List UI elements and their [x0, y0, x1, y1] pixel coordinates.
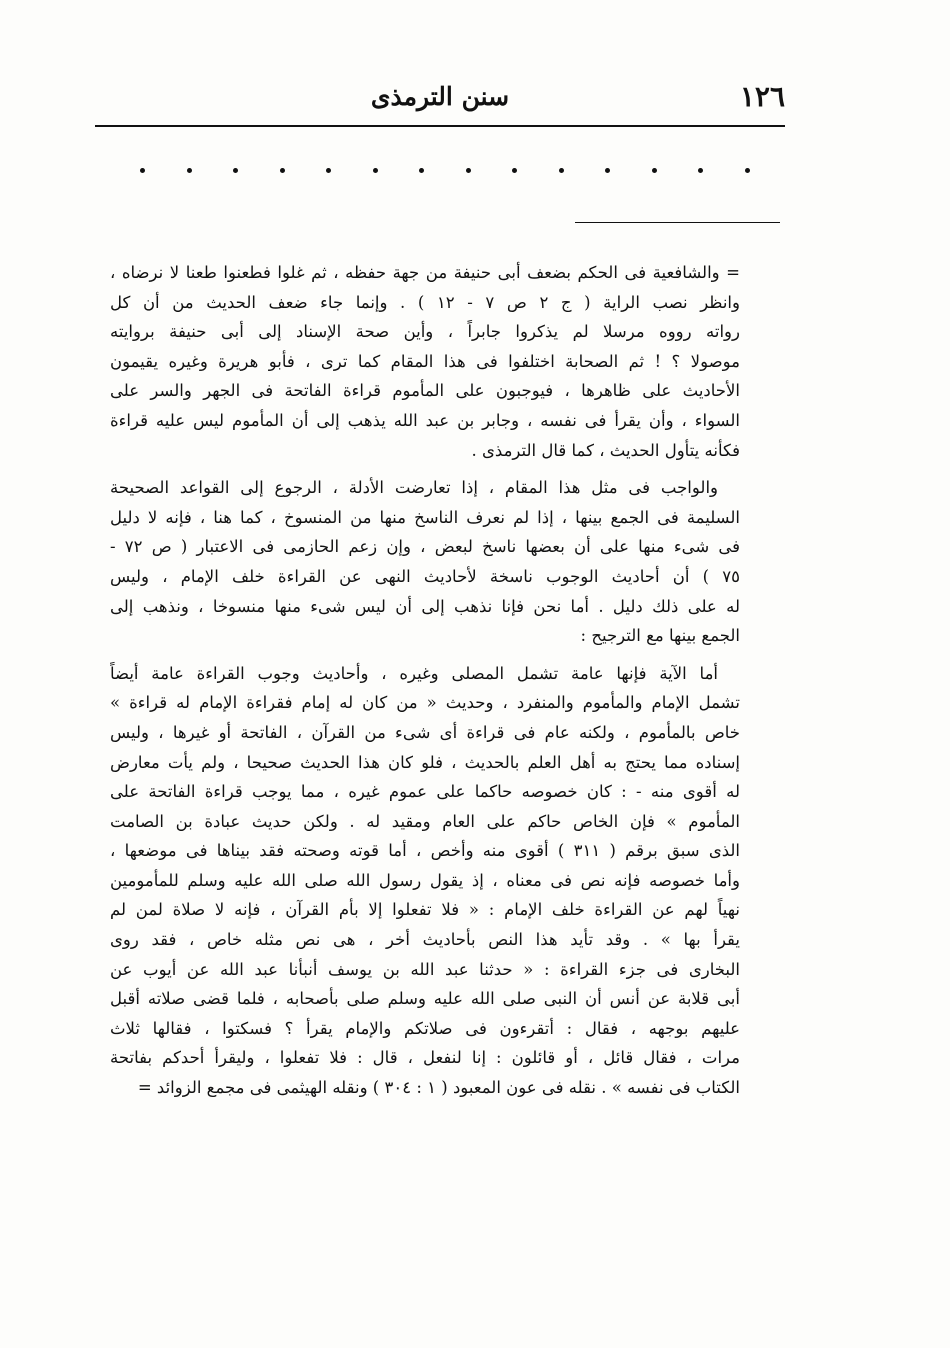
dot [326, 168, 331, 173]
text-line: = والشافعية فى الحكم بضعف أبى حنيفة من جهة حفظه ، ثم غلوا فطعنوا طعنا لا نرضاه ، [110, 263, 740, 282]
text-line: الكتاب فى نفسه » . نقله فى عون المعبود ( ١ : ٣٠٤ ) ونقله الهيثمى فى مجمع الزوائد = [137, 1078, 740, 1098]
dot [187, 168, 192, 173]
dot [559, 168, 564, 173]
text-line: الجمع بينها مع الترجيح : [580, 626, 740, 646]
text-line: البخارى فى جزء القراءة : « حدثنا عبد الله بن يوسف أنبأنا عبد الله عن أيوب عن [110, 959, 740, 979]
dot [233, 168, 238, 173]
text-line: أبى قلابة عن أنس أن النبى صلى الله عليه وسلم صلى بأصحابه ، فلما قضى صلاته أقبل [110, 989, 740, 1009]
text-line: رواته رووه مرسلا لم يذكروا جابراً ، وأين صحة الإسناد إلى أبى حنيفة بروايته [110, 322, 740, 342]
text-line: السواء ، وأن يقرأ فى نفسه ، وجابر بن عبد الله يذهب إلى أن المأموم ليس عليه قراءة [110, 410, 740, 430]
page-number: ١٢٦ [739, 80, 785, 113]
dot [466, 168, 471, 173]
dot [745, 168, 750, 173]
text-line: المأموم » فإن الخاص حاكم على العام ومقيد له . ولكن حديث عبادة بن الصامت [110, 811, 740, 831]
page-header [95, 72, 785, 122]
dot [280, 168, 285, 173]
text-line: مرات ، فقال قائل ، أو قائلون : إنا لنفعل ، قال : فلا تفعلوا ، وليقرأ أحدكم بفاتحة [110, 1048, 740, 1068]
text-line: ٧٥ ) أن أحاديث الوجوب ناسخة لأحاديث النهى عن القراءة خلف الإمام ، وليس [110, 566, 740, 586]
text-line: يقرأ بها » . وقد تأيد هذا النص بأحاديث أخر ، هى نص مثله خاص ، فقد روى [110, 930, 740, 950]
text-line: خاص بالمأموم ، ولكنه عام فى قراءة أى شىء من القرآن ، الفاتحة أو غيرها ، وليس [110, 722, 740, 742]
text-line: عليهم بوجهه ، فقال : أتقرءون فى صلاتكم والإمام يقرأ ؟ فسكتوا ، فقالها ثلاث [110, 1018, 740, 1038]
text-line: له أقوى منه - : كان خصوصه حاكما على عموم غيره ، مما يوجب قراءة الفاتحة على [110, 782, 740, 802]
dot [652, 168, 657, 173]
dot [698, 168, 703, 173]
dot [605, 168, 610, 173]
text-line: وأما خصوصه فإنه نص فى معناه ، إذ يقول رسول الله صلى الله عليه وسلم للمأمومين [110, 870, 740, 890]
text-line: السليمة فى الجمع بينها ، إذا لم نعرف الناسخ منها من المنسوخ ، كما هنا ، فإنه لا دليل [110, 507, 740, 527]
dot [419, 168, 424, 173]
text-line: الذى سبق برقم ( ٣١١ ) أقوى منه وأخص ، أما قوته وصحته فقد بيناها فى موضعها ، [110, 841, 740, 861]
footnote-separator-rule [575, 222, 780, 223]
dot [373, 168, 378, 173]
text-line: وانظر نصب الراية ( ج ٢ ص ٧ - ١٢ ) . وإنما جاء ضعف الحديث من أن كل [110, 292, 740, 312]
text-line: الأحاديث على ظاهرها ، فيوجبون على المأموم قراءة الفاتحة فى الجهر والسر على [110, 381, 740, 401]
ellipsis-dots-divider [140, 168, 750, 188]
dot [140, 168, 145, 173]
running-title: سنن الترمذى [370, 82, 510, 111]
text-line: له على ذلك دليل . أما نحن فإنا نذهب إلى أن ليس شىء منها منسوخا ، ونذهب إلى [110, 596, 740, 616]
text-line: تشمل الإمام والمأموم والمنفرد ، وحديث « من كان له إمام فقراءة الإمام له قراءة » [110, 693, 740, 713]
text-line: فى شىء منها على أن بعضها ناسخ لبعض ، وإن زعم الحازمى فى الاعتبار ( ص ٧٢ - [110, 537, 740, 557]
dot [512, 168, 517, 173]
text-line: فكأنه يتأول الحديث ، كما قال الترمذى . [471, 440, 740, 460]
header-rule [95, 125, 785, 127]
text-line: نهياً لهم عن القراءة خلف الإمام : « فلا تفعلوا إلا بأم القرآن ، فإنه لا صلاة لمن لم [110, 900, 740, 920]
text-line: إسناده مما يحتج به أهل العلم بالحديث ، فلو كان هذا الحديث صحيحا ، ولم يأت معارض [110, 752, 740, 772]
text-line: أما الآية فإنها عامة تشمل المصلى وغيره ، وأحاديث وجوب القراءة عامة أيضاً [110, 663, 718, 683]
footnote-body [110, 258, 740, 1103]
text-line: موصولا ؟ ! ثم الصحابة اختلفوا فى هذا المقام كما ترى ، فأبو هريرة وغيره يقيمون [110, 351, 740, 371]
text-line: والواجب فى مثل هذا المقام ، إذا تعارضت الأدلة ، الرجوع إلى القواعد الصحيحة [110, 478, 718, 498]
